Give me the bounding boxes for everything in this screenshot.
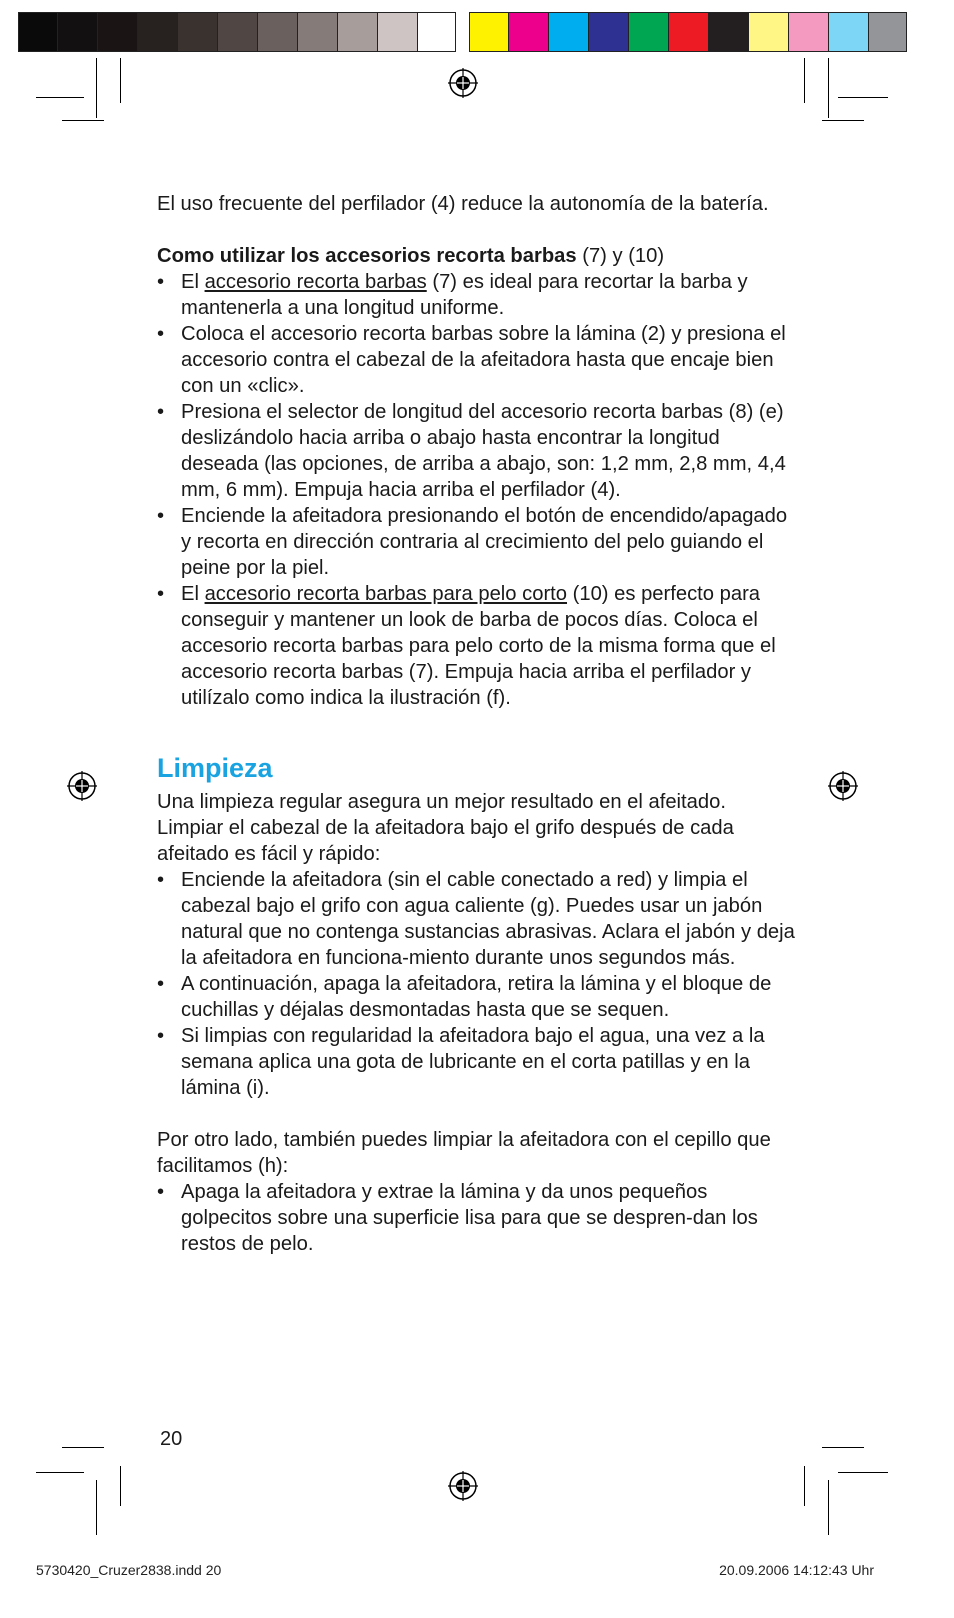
crop-mark	[822, 120, 864, 121]
list-item: • Apaga la afeitadora y extrae la lámina y da unos pequeños golpecitos sobre una superficie lisa para que se despren-dan los restos de pelo.	[157, 1179, 797, 1257]
brush-intro: Por otro lado, también puedes limpiar la afeitadora con el cepillo que facilitamos (h):	[157, 1129, 771, 1177]
gray-swatch	[18, 12, 58, 52]
crop-mark	[62, 120, 104, 121]
beard-trimmer-term: accesorio recorta barbas	[204, 271, 427, 293]
crop-mark	[838, 97, 888, 98]
crop-mark	[828, 58, 829, 118]
color-swatch	[869, 12, 907, 52]
color-swatch	[789, 12, 829, 52]
crop-mark	[804, 1466, 805, 1506]
gray-swatch	[418, 12, 456, 52]
bullet-text: El	[181, 271, 205, 293]
color-swatch	[549, 12, 589, 52]
bullet-text: El	[181, 583, 205, 605]
list-item: • Enciende la afeitadora (sin el cable conectado a red) y limpia el cabezal bajo el grifo con agua caliente (g). Puedes usar un jabón natural que no contenga sustancias abrasivas. Aclara el jabón y deja la afeitadora en funciona-miento durante unos segundos más.	[157, 867, 797, 971]
cleaning-intro: Limpiar el cabezal de la afeitadora bajo el grifo después de cada afeitado es fácil y rápido:	[157, 817, 734, 865]
color-swatch	[629, 12, 669, 52]
crop-mark	[96, 58, 97, 118]
slug-file: 5730420_Cruzer2838.indd 20	[36, 1562, 222, 1578]
registration-mark-icon	[448, 68, 478, 98]
crop-mark	[120, 1466, 121, 1506]
gray-swatch	[98, 12, 138, 52]
crop-mark	[96, 1480, 97, 1535]
intro-paragraph: El uso frecuente del perfilador (4) reduce la autonomía de la batería.	[157, 193, 769, 215]
list-item: • A continuación, apaga la afeitadora, retira la lámina y el bloque de cuchillas y déjalas desmontadas hasta que se sequen.	[157, 971, 797, 1023]
crop-mark	[822, 1447, 864, 1448]
crop-mark	[36, 1472, 84, 1473]
list-item	[157, 269, 797, 321]
registration-mark-icon	[828, 771, 858, 801]
list-item: • Si limpias con regularidad la afeitadora bajo el agua, una vez a la semana aplica una gota de lubricante en el corta patillas y en la lámina (i).	[157, 1023, 797, 1101]
color-swatch	[709, 12, 749, 52]
color-swatch	[469, 12, 509, 52]
color-swatch	[669, 12, 709, 52]
crop-mark	[804, 58, 805, 103]
color-swatch	[749, 12, 789, 52]
registration-mark-icon	[67, 771, 97, 801]
bullet-text: (7) es ideal para recortar la barba y mantenerla a una longitud uniforme.	[181, 271, 748, 319]
color-swatch	[509, 12, 549, 52]
crop-mark	[36, 97, 84, 98]
list-item: • Enciende la afeitadora presionando el botón de encendido/apagado y recorta en dirección contraria al crecimiento del pelo guiando el peine por la piel.	[157, 503, 797, 581]
trimmers-heading-rest: (7) y (10)	[576, 245, 665, 267]
crop-mark	[838, 1472, 888, 1473]
gray-color-bar	[18, 12, 456, 54]
trimmers-heading-bold: Como utilizar los accesorios recorta barbas	[157, 245, 577, 267]
page-number: 20	[160, 1428, 183, 1450]
gray-swatch	[258, 12, 298, 52]
section-title: Limpieza	[157, 753, 273, 783]
list-item: • Coloca el accesorio recorta barbas sobre la lámina (2) y presiona el accesorio contra el cabezal de la afeitadora hasta que encaje bien con un «clic».	[157, 321, 797, 399]
gray-swatch	[298, 12, 338, 52]
cleaning-intro: Una limpieza regular asegura un mejor resultado en el afeitado.	[157, 791, 726, 813]
gray-swatch	[138, 12, 178, 52]
gray-swatch	[178, 12, 218, 52]
process-color-bar	[469, 12, 907, 54]
crop-mark	[120, 58, 121, 103]
color-swatch	[589, 12, 629, 52]
slug-date: 20.09.2006 14:12:43 Uhr	[719, 1562, 874, 1578]
list-item: • Presiona el selector de longitud del accesorio recorta barbas (8) (e) deslizándolo hacia arriba o abajo hasta encontrar la longitud deseada (las opciones, de arriba a abajo, son: 1,2 mm, 2,8 mm, 4,4 mm, 6 mm). Empuja hacia arriba el perfilador (4).	[157, 399, 797, 503]
gray-swatch	[378, 12, 418, 52]
color-swatch	[829, 12, 869, 52]
gray-swatch	[58, 12, 98, 52]
trimmers-heading	[157, 243, 797, 269]
short-beard-trimmer-term: accesorio recorta barbas para pelo corto	[204, 583, 568, 605]
gray-swatch	[218, 12, 258, 52]
list-item	[157, 581, 797, 711]
registration-mark-icon	[448, 1471, 478, 1501]
crop-mark	[62, 1447, 104, 1448]
gray-swatch	[338, 12, 378, 52]
page-body	[157, 191, 797, 1257]
bullet-text: (10) es perfecto para conseguir y mantener un look de barba de pocos días. Coloca el accesorio recorta barbas para pelo corto de la misma forma que el accesorio recorta barbas (7). Empuja hacia arriba el perfilador y utilízalo como indica la ilustración (f).	[181, 583, 776, 709]
crop-mark	[828, 1480, 829, 1535]
